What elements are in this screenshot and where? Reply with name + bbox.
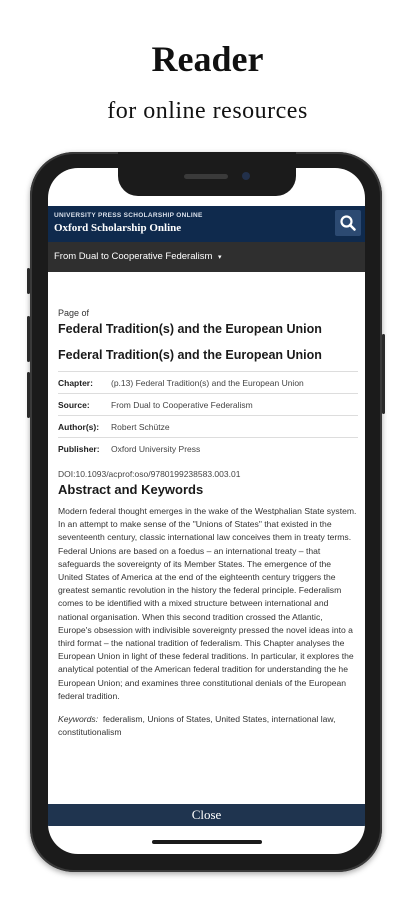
promo-title: Reader [151,39,264,79]
page-title: Federal Tradition(s) and the European Union [58,322,322,336]
page-of-label: Page of [58,308,90,318]
close-button[interactable]: Close [48,804,365,826]
abstract-text: Modern federal thought emerges in the wake of the Westphalian State system. In an attempt to make sense of the "Unions of States" that existed in the seventeenth century, classic international law conceives them in treaty terms. Federal Unions are based on a foedus – an international treaty – that safeguards the sovereignty of its Member States. The emergence of the United States of America at the end of the eighteenth century triggers the greatest semantic revolution in the history the federal principle. Federalism comes to be identified with a mixed structure between international and national organisation. When this second tradition crossed the Atlantic, Europe's obsession with indivisible sovereignty pressed the novel ideas into a third format – the national tradition of federalism. This Chapter analyses the European Union in light of these federal traditions. In particular, it explores the analytical potential of the American federal tradition for understanding the he European Union; and examines three constitutional denials of the European federal tradition. [58,506,357,701]
meta-value: Oxford University Press [111,444,201,454]
phone-volume-up-button [27,316,30,362]
doi-text: DOI:10.1093/acprof:oso/9780199238583.003.01 [58,469,241,479]
brand-small-caption: UNIVERSITY PRESS SCHOLARSHIP ONLINE [54,212,203,219]
app-header [48,206,365,242]
meta-value[interactable]: Robert Schütze [111,422,170,432]
home-indicator[interactable] [152,840,262,844]
brand-title[interactable]: Oxford Scholarship Online [54,222,182,234]
chevron-down-icon: ▾ [218,254,222,261]
abstract-heading: Abstract and Keywords [58,482,204,497]
phone-volume-down-button [27,372,30,418]
meta-label: Publisher: [58,444,100,454]
meta-value: (p.13) Federal Tradition(s) and the European Union [111,378,304,388]
meta-label: Chapter: [58,378,93,388]
meta-row-chapter [58,371,358,393]
phone-notch [118,152,296,196]
speaker-grille [184,174,228,179]
meta-label: Source: [58,400,90,410]
keywords [58,713,358,739]
meta-label: Author(s): [58,422,100,432]
meta-row-publisher [58,437,358,459]
article-content [58,308,358,739]
phone-power-button [382,334,385,414]
promo-subtitle: for online resources [107,98,308,124]
chapter-title: Federal Tradition(s) and the European Union [58,348,322,362]
breadcrumb[interactable] [54,251,222,262]
breadcrumb-label: From Dual to Cooperative Federalism [54,251,213,262]
meta-row-source [58,393,358,415]
search-button[interactable] [335,210,361,236]
keywords-label: Keywords: [58,714,99,725]
meta-value[interactable]: From Dual to Cooperative Federalism [111,400,253,410]
meta-row-authors [58,415,358,437]
search-icon [335,210,361,236]
camera-icon [242,172,250,180]
phone-screen [48,168,365,854]
keywords-list: federalism, Unions of States, United States, international law, constitutionalism [58,714,336,738]
phone-side-button [27,268,30,294]
breadcrumb-bar[interactable] [48,242,365,272]
